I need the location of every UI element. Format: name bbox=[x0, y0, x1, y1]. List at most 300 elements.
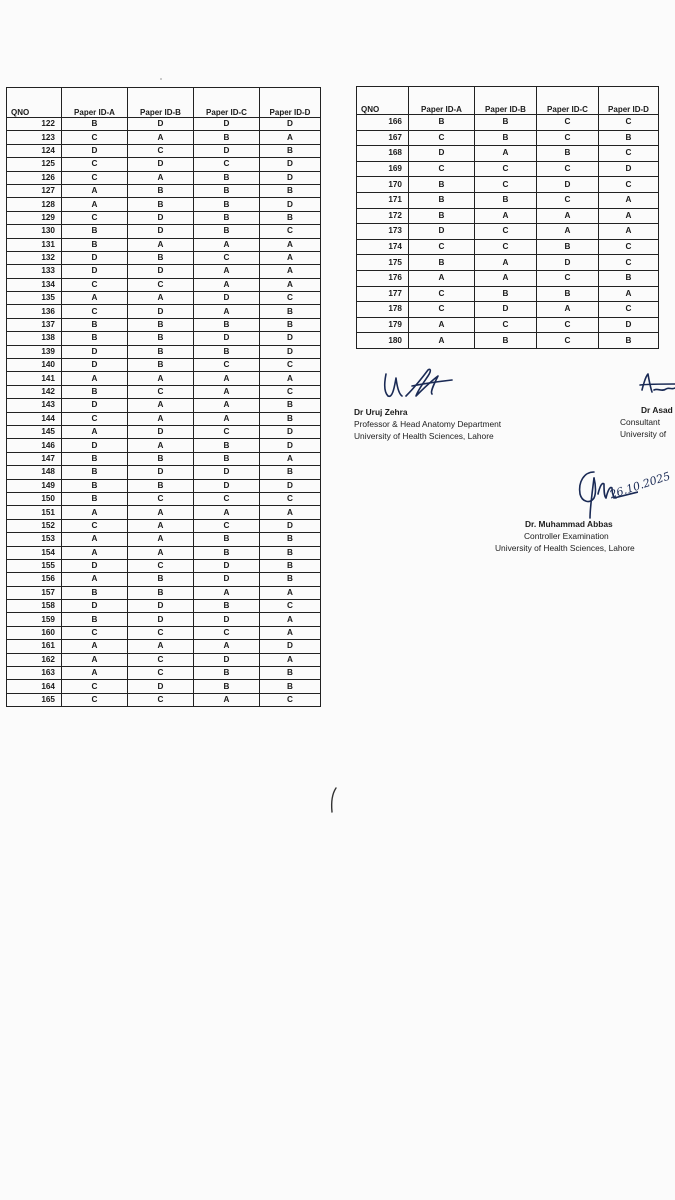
question-number-cell: 138 bbox=[7, 332, 62, 345]
table-row bbox=[7, 345, 321, 358]
answer-cell: B bbox=[260, 466, 321, 479]
answer-cell: C bbox=[260, 492, 321, 505]
answer-cell: B bbox=[128, 359, 194, 372]
answer-cell: B bbox=[475, 333, 537, 349]
answer-cell: B bbox=[475, 115, 537, 131]
answer-cell: A bbox=[128, 412, 194, 425]
answer-cell: A bbox=[260, 278, 321, 291]
column-header: Paper ID-A bbox=[409, 87, 475, 115]
answer-cell: D bbox=[260, 158, 321, 171]
answer-cell: C bbox=[599, 146, 659, 162]
table-row bbox=[7, 265, 321, 278]
question-number-cell: 167 bbox=[357, 130, 409, 146]
answer-cell: C bbox=[128, 559, 194, 572]
table-row bbox=[7, 466, 321, 479]
table-row bbox=[357, 130, 659, 146]
answer-cell: B bbox=[409, 115, 475, 131]
column-header: Paper ID-A bbox=[62, 88, 128, 118]
table-row bbox=[7, 640, 321, 653]
answer-key-table-2 bbox=[356, 86, 659, 349]
answer-cell: B bbox=[260, 680, 321, 693]
question-number-cell: 160 bbox=[7, 626, 62, 639]
answer-cell: C bbox=[194, 158, 260, 171]
answer-cell: B bbox=[599, 270, 659, 286]
column-header: Paper ID-C bbox=[194, 88, 260, 118]
column-header: QNO bbox=[357, 87, 409, 115]
answer-cell: A bbox=[62, 425, 128, 438]
answer-cell: C bbox=[260, 359, 321, 372]
answer-cell: A bbox=[475, 270, 537, 286]
answer-cell: A bbox=[599, 224, 659, 240]
answer-cell: A bbox=[409, 317, 475, 333]
answer-cell: B bbox=[128, 332, 194, 345]
answer-cell: A bbox=[62, 573, 128, 586]
answer-cell: A bbox=[62, 372, 128, 385]
table-row bbox=[7, 292, 321, 305]
answer-cell: C bbox=[128, 278, 194, 291]
answer-cell: A bbox=[260, 586, 321, 599]
table-row bbox=[7, 559, 321, 572]
answer-cell: A bbox=[128, 399, 194, 412]
answer-cell: A bbox=[62, 533, 128, 546]
answer-cell: D bbox=[599, 317, 659, 333]
answer-cell: B bbox=[62, 385, 128, 398]
answer-cell: D bbox=[62, 345, 128, 358]
table-row bbox=[357, 255, 659, 271]
question-number-cell: 129 bbox=[7, 211, 62, 224]
answer-cell: A bbox=[128, 533, 194, 546]
answer-cell: C bbox=[260, 600, 321, 613]
answer-cell: D bbox=[128, 466, 194, 479]
question-number-cell: 143 bbox=[7, 399, 62, 412]
table-row bbox=[357, 146, 659, 162]
answer-cell: C bbox=[475, 177, 537, 193]
column-header: Paper ID-D bbox=[599, 87, 659, 115]
answer-cell: A bbox=[128, 640, 194, 653]
answer-cell: A bbox=[62, 546, 128, 559]
answer-key-table-1 bbox=[6, 87, 321, 707]
signature-block-uruj-zehra bbox=[354, 406, 501, 442]
answer-cell: A bbox=[537, 208, 599, 224]
answer-cell: D bbox=[194, 559, 260, 572]
answer-cell: D bbox=[537, 255, 599, 271]
question-number-cell: 140 bbox=[7, 359, 62, 372]
question-number-cell: 166 bbox=[357, 115, 409, 131]
answer-cell: D bbox=[475, 302, 537, 318]
answer-cell: B bbox=[128, 318, 194, 331]
table-row bbox=[357, 177, 659, 193]
answer-cell: A bbox=[599, 208, 659, 224]
answer-cell: C bbox=[128, 653, 194, 666]
signature-block-asad bbox=[620, 404, 673, 440]
table-row bbox=[7, 372, 321, 385]
signatory-title: Consultant bbox=[620, 417, 661, 427]
answer-cell: A bbox=[260, 452, 321, 465]
answer-cell: B bbox=[194, 680, 260, 693]
question-number-cell: 171 bbox=[357, 192, 409, 208]
signature-uruj-zehra bbox=[372, 360, 467, 408]
answer-cell: D bbox=[260, 198, 321, 211]
answer-cell: B bbox=[260, 144, 321, 157]
question-number-cell: 141 bbox=[7, 372, 62, 385]
answer-cell: A bbox=[62, 653, 128, 666]
answer-cell: A bbox=[260, 653, 321, 666]
answer-cell: B bbox=[260, 399, 321, 412]
answer-cell: B bbox=[62, 238, 128, 251]
answer-cell: C bbox=[62, 211, 128, 224]
answer-cell: B bbox=[599, 130, 659, 146]
answer-cell: A bbox=[128, 439, 194, 452]
answer-cell: B bbox=[260, 546, 321, 559]
answer-cell: B bbox=[599, 333, 659, 349]
answer-cell: D bbox=[62, 251, 128, 264]
question-number-cell: 123 bbox=[7, 131, 62, 144]
table-row bbox=[357, 192, 659, 208]
answer-cell: A bbox=[128, 506, 194, 519]
table-row bbox=[7, 573, 321, 586]
answer-cell: B bbox=[62, 452, 128, 465]
answer-cell: A bbox=[128, 292, 194, 305]
answer-cell: A bbox=[409, 270, 475, 286]
answer-cell: D bbox=[128, 305, 194, 318]
signatory-name: Dr. Muhammad Abbas bbox=[525, 519, 613, 529]
answer-cell: B bbox=[62, 613, 128, 626]
table-row bbox=[7, 586, 321, 599]
answer-cell: A bbox=[537, 302, 599, 318]
question-number-cell: 134 bbox=[7, 278, 62, 291]
table-row bbox=[357, 239, 659, 255]
answer-cell: C bbox=[475, 317, 537, 333]
answer-cell: D bbox=[537, 177, 599, 193]
answer-cell: B bbox=[62, 318, 128, 331]
answer-cell: A bbox=[194, 238, 260, 251]
answer-cell: A bbox=[599, 286, 659, 302]
table-row bbox=[7, 198, 321, 211]
answer-cell: C bbox=[194, 359, 260, 372]
answer-cell: C bbox=[62, 680, 128, 693]
answer-cell: B bbox=[194, 225, 260, 238]
answer-cell: B bbox=[128, 345, 194, 358]
answer-cell: A bbox=[260, 251, 321, 264]
answer-cell: D bbox=[194, 613, 260, 626]
answer-cell: B bbox=[128, 452, 194, 465]
answer-cell: A bbox=[537, 224, 599, 240]
answer-cell: C bbox=[62, 131, 128, 144]
table-row bbox=[7, 693, 321, 706]
question-number-cell: 163 bbox=[7, 667, 62, 680]
question-number-cell: 132 bbox=[7, 251, 62, 264]
question-number-cell: 151 bbox=[7, 506, 62, 519]
answer-cell: A bbox=[194, 305, 260, 318]
answer-cell: D bbox=[128, 600, 194, 613]
answer-cell: C bbox=[537, 270, 599, 286]
question-number-cell: 137 bbox=[7, 318, 62, 331]
table-row bbox=[7, 171, 321, 184]
answer-cell: C bbox=[62, 171, 128, 184]
answer-cell: B bbox=[260, 211, 321, 224]
answer-cell: D bbox=[409, 146, 475, 162]
table-row bbox=[357, 317, 659, 333]
table-row bbox=[7, 118, 321, 131]
answer-cell: B bbox=[194, 452, 260, 465]
answer-cell: C bbox=[599, 239, 659, 255]
answer-cell: D bbox=[260, 332, 321, 345]
answer-cell: C bbox=[260, 385, 321, 398]
table-row bbox=[7, 225, 321, 238]
column-header: Paper ID-D bbox=[260, 88, 321, 118]
question-number-cell: 165 bbox=[7, 693, 62, 706]
answer-cell: C bbox=[409, 239, 475, 255]
answer-cell: C bbox=[194, 626, 260, 639]
question-number-cell: 175 bbox=[357, 255, 409, 271]
question-number-cell: 176 bbox=[357, 270, 409, 286]
answer-cell: C bbox=[62, 519, 128, 532]
table-row bbox=[7, 359, 321, 372]
signatory-organization: University of bbox=[620, 429, 667, 439]
answer-cell: C bbox=[260, 292, 321, 305]
speck bbox=[160, 78, 162, 80]
answer-cell: A bbox=[128, 171, 194, 184]
answer-cell: C bbox=[475, 224, 537, 240]
table-row bbox=[7, 626, 321, 639]
answer-cell: C bbox=[62, 412, 128, 425]
signature-block-muhammad-abbas bbox=[495, 518, 635, 554]
answer-cell: B bbox=[62, 225, 128, 238]
table-row bbox=[357, 270, 659, 286]
table-row bbox=[7, 479, 321, 492]
answer-cell: A bbox=[128, 238, 194, 251]
answer-cell: B bbox=[194, 184, 260, 197]
answer-cell: C bbox=[128, 385, 194, 398]
answer-cell: C bbox=[599, 115, 659, 131]
table-row bbox=[357, 224, 659, 240]
answer-cell: A bbox=[62, 640, 128, 653]
answer-cell: B bbox=[194, 600, 260, 613]
answer-cell: B bbox=[62, 479, 128, 492]
answer-cell: D bbox=[260, 118, 321, 131]
answer-cell: C bbox=[537, 192, 599, 208]
answer-cell: B bbox=[260, 305, 321, 318]
answer-cell: D bbox=[260, 439, 321, 452]
table-row bbox=[357, 115, 659, 131]
answer-cell: A bbox=[260, 131, 321, 144]
question-number-cell: 169 bbox=[357, 161, 409, 177]
question-number-cell: 125 bbox=[7, 158, 62, 171]
answer-cell: D bbox=[409, 224, 475, 240]
answer-cell: C bbox=[194, 425, 260, 438]
answer-cell: B bbox=[128, 198, 194, 211]
answer-cell: A bbox=[194, 586, 260, 599]
answer-cell: C bbox=[599, 302, 659, 318]
question-number-cell: 177 bbox=[357, 286, 409, 302]
answer-cell: D bbox=[260, 479, 321, 492]
question-number-cell: 144 bbox=[7, 412, 62, 425]
table-row bbox=[7, 667, 321, 680]
question-number-cell: 150 bbox=[7, 492, 62, 505]
answer-cell: A bbox=[475, 146, 537, 162]
question-number-cell: 135 bbox=[7, 292, 62, 305]
table-row bbox=[357, 333, 659, 349]
answer-cell: B bbox=[537, 286, 599, 302]
answer-cell: D bbox=[128, 265, 194, 278]
question-number-cell: 154 bbox=[7, 546, 62, 559]
question-number-cell: 128 bbox=[7, 198, 62, 211]
table-row bbox=[7, 439, 321, 452]
answer-cell: A bbox=[62, 198, 128, 211]
question-number-cell: 122 bbox=[7, 118, 62, 131]
question-number-cell: 170 bbox=[357, 177, 409, 193]
question-number-cell: 133 bbox=[7, 265, 62, 278]
table-row bbox=[7, 399, 321, 412]
answer-cell: A bbox=[194, 385, 260, 398]
answer-cell: B bbox=[260, 412, 321, 425]
answer-cell: C bbox=[194, 251, 260, 264]
answer-cell: C bbox=[409, 302, 475, 318]
answer-cell: A bbox=[475, 255, 537, 271]
answer-cell: B bbox=[194, 345, 260, 358]
answer-cell: B bbox=[475, 286, 537, 302]
answer-cell: C bbox=[128, 144, 194, 157]
answer-cell: D bbox=[128, 680, 194, 693]
signatory-name: Dr Asad bbox=[641, 405, 673, 415]
answer-cell: B bbox=[194, 667, 260, 680]
question-number-cell: 146 bbox=[7, 439, 62, 452]
table-row bbox=[7, 158, 321, 171]
table-row bbox=[357, 208, 659, 224]
table-row bbox=[7, 305, 321, 318]
answer-cell: D bbox=[194, 118, 260, 131]
answer-cell: C bbox=[409, 161, 475, 177]
table-row bbox=[7, 184, 321, 197]
table-row bbox=[357, 302, 659, 318]
answer-cell: B bbox=[409, 208, 475, 224]
question-number-cell: 147 bbox=[7, 452, 62, 465]
answer-cell: C bbox=[128, 693, 194, 706]
answer-cell: C bbox=[194, 519, 260, 532]
answer-cell: B bbox=[409, 192, 475, 208]
question-number-cell: 152 bbox=[7, 519, 62, 532]
answer-cell: B bbox=[537, 239, 599, 255]
question-number-cell: 173 bbox=[357, 224, 409, 240]
question-number-cell: 142 bbox=[7, 385, 62, 398]
answer-cell: B bbox=[62, 118, 128, 131]
column-header: QNO bbox=[7, 88, 62, 118]
answer-cell: D bbox=[194, 144, 260, 157]
answer-cell: B bbox=[62, 492, 128, 505]
answer-cell: B bbox=[260, 533, 321, 546]
answer-cell: D bbox=[194, 573, 260, 586]
answer-cell: C bbox=[194, 492, 260, 505]
question-number-cell: 159 bbox=[7, 613, 62, 626]
answer-cell: A bbox=[128, 519, 194, 532]
signatory-title: Controller Examination bbox=[524, 531, 609, 541]
table-row bbox=[7, 533, 321, 546]
answer-cell: B bbox=[194, 171, 260, 184]
answer-cell: C bbox=[62, 693, 128, 706]
table-row bbox=[7, 600, 321, 613]
table-header-row bbox=[7, 88, 321, 118]
answer-cell: B bbox=[475, 192, 537, 208]
question-number-cell: 155 bbox=[7, 559, 62, 572]
answer-cell: C bbox=[537, 115, 599, 131]
answer-cell: B bbox=[62, 466, 128, 479]
answer-cell: A bbox=[194, 412, 260, 425]
answer-cell: C bbox=[62, 278, 128, 291]
table-row bbox=[7, 131, 321, 144]
signatory-name: Dr Uruj Zehra bbox=[354, 407, 408, 417]
answer-cell: B bbox=[260, 573, 321, 586]
question-number-cell: 130 bbox=[7, 225, 62, 238]
column-header: Paper ID-C bbox=[537, 87, 599, 115]
answer-cell: A bbox=[128, 372, 194, 385]
answer-cell: C bbox=[260, 693, 321, 706]
question-number-cell: 148 bbox=[7, 466, 62, 479]
table-row bbox=[357, 286, 659, 302]
answer-cell: A bbox=[194, 372, 260, 385]
answer-cell: C bbox=[409, 286, 475, 302]
answer-cell: A bbox=[194, 640, 260, 653]
answer-cell: C bbox=[537, 333, 599, 349]
answer-cell: C bbox=[475, 239, 537, 255]
answer-cell: B bbox=[62, 586, 128, 599]
question-number-cell: 168 bbox=[357, 146, 409, 162]
answer-cell: A bbox=[260, 238, 321, 251]
signature-date: 26.10.2025 bbox=[608, 469, 672, 502]
signature-asad bbox=[638, 370, 675, 400]
answer-cell: D bbox=[260, 345, 321, 358]
table-row bbox=[7, 318, 321, 331]
answer-cell: B bbox=[194, 533, 260, 546]
answer-cell: C bbox=[128, 626, 194, 639]
answer-cell: D bbox=[62, 439, 128, 452]
signatory-title: Professor & Head Anatomy Department bbox=[354, 419, 502, 429]
answer-cell: D bbox=[128, 118, 194, 131]
question-number-cell: 131 bbox=[7, 238, 62, 251]
answer-cell: B bbox=[194, 318, 260, 331]
answer-cell: D bbox=[194, 292, 260, 305]
answer-cell: B bbox=[128, 479, 194, 492]
question-number-cell: 126 bbox=[7, 171, 62, 184]
answer-cell: B bbox=[194, 546, 260, 559]
answer-cell: D bbox=[128, 425, 194, 438]
answer-cell: A bbox=[475, 208, 537, 224]
answer-cell: C bbox=[537, 161, 599, 177]
table-row bbox=[7, 613, 321, 626]
answer-cell: D bbox=[62, 359, 128, 372]
question-number-cell: 164 bbox=[7, 680, 62, 693]
table-row bbox=[7, 385, 321, 398]
question-number-cell: 156 bbox=[7, 573, 62, 586]
answer-cell: C bbox=[128, 492, 194, 505]
answer-cell: B bbox=[128, 573, 194, 586]
answer-cell: C bbox=[128, 667, 194, 680]
answer-cell: A bbox=[62, 506, 128, 519]
table-row bbox=[7, 519, 321, 532]
table-row bbox=[7, 211, 321, 224]
answer-cell: C bbox=[599, 177, 659, 193]
table-row bbox=[7, 251, 321, 264]
answer-cell: C bbox=[260, 225, 321, 238]
answer-cell: B bbox=[194, 198, 260, 211]
answer-cell: D bbox=[260, 640, 321, 653]
answer-cell: C bbox=[475, 161, 537, 177]
table-row bbox=[7, 425, 321, 438]
answer-cell: D bbox=[62, 399, 128, 412]
table-row bbox=[7, 506, 321, 519]
answer-cell: B bbox=[409, 177, 475, 193]
column-header: Paper ID-B bbox=[475, 87, 537, 115]
answer-cell: D bbox=[128, 211, 194, 224]
